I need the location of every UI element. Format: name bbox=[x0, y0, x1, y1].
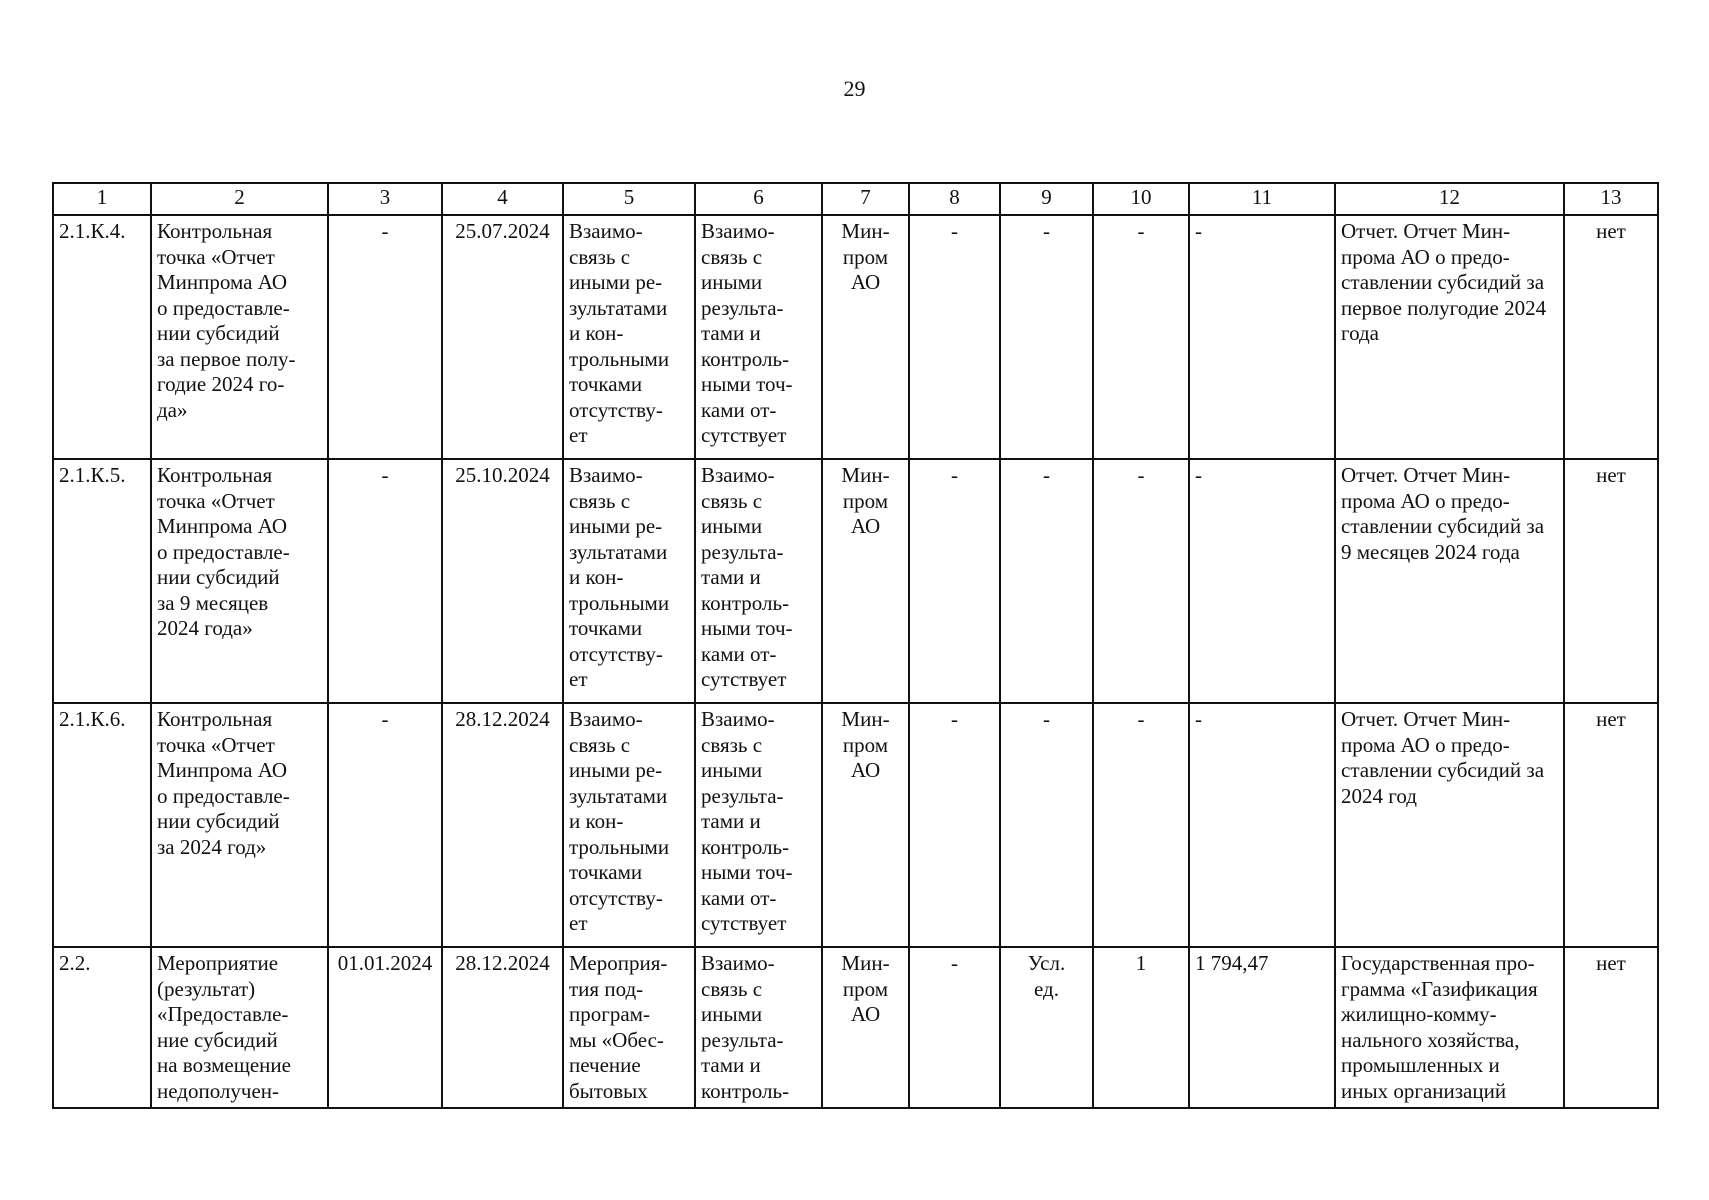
table-row bbox=[53, 459, 1658, 703]
flag: нет bbox=[1564, 947, 1658, 1108]
end-date: 28.12.2024 bbox=[442, 947, 563, 1108]
unit: - bbox=[1000, 703, 1093, 947]
quantity: - bbox=[1093, 215, 1189, 459]
item-name: Контрольная точка «Отчет Минпрома АО о предоставле- нии субсидий за 9 месяцев 2024 года» bbox=[151, 459, 328, 703]
relation-predecessor: Взаимо- связь с иными ре- зультатами и кон- трольными точками отсутству- ет bbox=[563, 459, 695, 703]
row-number: 2.1.К.5. bbox=[53, 459, 151, 703]
row-number: 2.1.К.4. bbox=[53, 215, 151, 459]
column-header-7: 7 bbox=[822, 183, 909, 215]
quantity: - bbox=[1093, 703, 1189, 947]
col-8-value: - bbox=[909, 703, 1000, 947]
page-number: 29 bbox=[843, 76, 866, 101]
column-header-10: 10 bbox=[1093, 183, 1189, 215]
document-type: Отчет. Отчет Мин- прома АО о предо- ставлении субсидий за первое полугодие 2024 года bbox=[1335, 215, 1564, 459]
column-header-6: 6 bbox=[695, 183, 822, 215]
column-header-1: 1 bbox=[53, 183, 151, 215]
column-header-4: 4 bbox=[442, 183, 563, 215]
relation-predecessor: Мероприя- тия под- програм- мы «Обес- печение бытовых bbox=[563, 947, 695, 1108]
item-name: Контрольная точка «Отчет Минпрома АО о предоставле- нии субсидий за 2024 год» bbox=[151, 703, 328, 947]
start-date: - bbox=[328, 703, 442, 947]
end-date: 25.07.2024 bbox=[442, 215, 563, 459]
column-header-8: 8 bbox=[909, 183, 1000, 215]
flag: нет bbox=[1564, 703, 1658, 947]
responsible: Мин- пром АО bbox=[822, 215, 909, 459]
header-row bbox=[53, 183, 1658, 215]
document-type: Отчет. Отчет Мин- прома АО о предо- ставлении субсидий за 9 месяцев 2024 года bbox=[1335, 459, 1564, 703]
flag: нет bbox=[1564, 215, 1658, 459]
column-header-11: 11 bbox=[1189, 183, 1335, 215]
unit: - bbox=[1000, 459, 1093, 703]
column-header-2: 2 bbox=[151, 183, 328, 215]
start-date: - bbox=[328, 459, 442, 703]
col-8-value: - bbox=[909, 215, 1000, 459]
relation-predecessor: Взаимо- связь с иными ре- зультатами и кон- трольными точками отсутству- ет bbox=[563, 215, 695, 459]
quantity: - bbox=[1093, 459, 1189, 703]
item-name: Мероприятие (результат) «Предоставле- ние субсидий на возмещение недополучен- bbox=[151, 947, 328, 1108]
row-number: 2.2. bbox=[53, 947, 151, 1108]
relation-successor: Взаимо- связь с иными результа- тами и контроль- ными точ- ками от- сутствует bbox=[695, 703, 822, 947]
responsible: Мин- пром АО bbox=[822, 947, 909, 1108]
flag: нет bbox=[1564, 459, 1658, 703]
row-number: 2.1.К.6. bbox=[53, 703, 151, 947]
document-type: Государственная про- грамма «Газификация жилищно-комму- нального хозяйства, промышленных и иных организаций bbox=[1335, 947, 1564, 1108]
start-date: 01.01.2024 bbox=[328, 947, 442, 1108]
col-8-value: - bbox=[909, 947, 1000, 1108]
col-8-value: - bbox=[909, 459, 1000, 703]
unit: Усл. ед. bbox=[1000, 947, 1093, 1108]
amount: 1 794,47 bbox=[1189, 947, 1335, 1108]
column-header-9: 9 bbox=[1000, 183, 1093, 215]
column-header-5: 5 bbox=[563, 183, 695, 215]
amount: - bbox=[1189, 703, 1335, 947]
table-row bbox=[53, 947, 1658, 1108]
plan-table bbox=[52, 182, 1659, 1109]
relation-successor: Взаимо- связь с иными результа- тами и контроль- bbox=[695, 947, 822, 1108]
document-type: Отчет. Отчет Мин- прома АО о предо- ставлении субсидий за 2024 год bbox=[1335, 703, 1564, 947]
responsible: Мин- пром АО bbox=[822, 459, 909, 703]
start-date: - bbox=[328, 215, 442, 459]
column-header-13: 13 bbox=[1564, 183, 1658, 215]
amount: - bbox=[1189, 215, 1335, 459]
column-header-3: 3 bbox=[328, 183, 442, 215]
item-name: Контрольная точка «Отчет Минпрома АО о предоставле- нии субсидий за первое полу- годие 2024 го- да» bbox=[151, 215, 328, 459]
relation-predecessor: Взаимо- связь с иными ре- зультатами и кон- трольными точками отсутству- ет bbox=[563, 703, 695, 947]
quantity: 1 bbox=[1093, 947, 1189, 1108]
end-date: 25.10.2024 bbox=[442, 459, 563, 703]
column-header-12: 12 bbox=[1335, 183, 1564, 215]
relation-successor: Взаимо- связь с иными результа- тами и контроль- ными точ- ками от- сутствует bbox=[695, 459, 822, 703]
end-date: 28.12.2024 bbox=[442, 703, 563, 947]
amount: - bbox=[1189, 459, 1335, 703]
responsible: Мин- пром АО bbox=[822, 703, 909, 947]
relation-successor: Взаимо- связь с иными результа- тами и контроль- ными точ- ками от- сутствует bbox=[695, 215, 822, 459]
table-row bbox=[53, 215, 1658, 459]
table-row bbox=[53, 703, 1658, 947]
unit: - bbox=[1000, 215, 1093, 459]
